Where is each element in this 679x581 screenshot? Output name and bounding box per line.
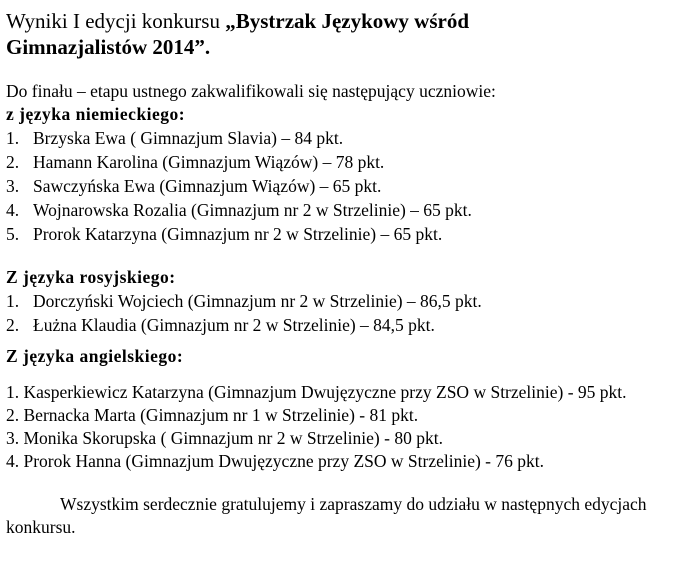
german-heading: z języka niemieckiego: — [6, 104, 186, 124]
title-contest-name-line1: „Bystrzak Językowy wśród — [225, 9, 470, 33]
document-title — [6, 8, 676, 60]
list-number: 2. — [6, 315, 20, 335]
list-item — [6, 150, 676, 174]
list-number: 1. — [6, 128, 20, 148]
title-contest-name-line2: Gimnazjalistów 2014 — [6, 35, 195, 59]
list-text: Brzyska Ewa ( Gimnazjum Slavia) – 84 pkt. — [33, 128, 344, 148]
list-number: 2. — [6, 152, 20, 172]
list-text: Wojnarowska Rozalia (Gimnazjum nr 2 w Strzelinie) – 65 pkt. — [33, 200, 472, 220]
title-prefix: Wyniki I edycji konkursu — [6, 9, 226, 33]
list-item — [6, 222, 676, 246]
german-list — [6, 126, 676, 246]
closing-text: Wszystkim serdecznie gratulujemy i zapraszamy do udziału w następnych edycjach konkursu. — [6, 494, 647, 537]
list-item — [6, 198, 676, 222]
document-page — [6, 8, 676, 539]
russian-list — [6, 289, 676, 337]
list-text: Łużna Klaudia (Gimnazjum nr 2 w Strzelinie) – 84,5 pkt. — [33, 315, 435, 335]
list-text: Hamann Karolina (Gimnazjum Wiązów) – 78 pkt. — [33, 152, 385, 172]
list-item: 3. Monika Skorupska ( Gimnazjum nr 2 w Strzelinie) - 80 pkt. — [6, 428, 443, 448]
title-suffix: ”. — [194, 35, 211, 59]
list-number: 3. — [6, 176, 20, 196]
list-text: Dorczyński Wojciech (Gimnazjum nr 2 w Strzelinie) – 86,5 pkt. — [33, 291, 482, 311]
spacer — [6, 368, 676, 381]
intro-text: Do finału – etapu ustnego zakwalifikowali się następujący uczniowie: — [6, 81, 496, 101]
list-item — [6, 174, 676, 198]
spacer — [6, 60, 676, 80]
list-text: Sawczyńska Ewa (Gimnazjum Wiązów) – 65 pkt. — [33, 176, 382, 196]
list-item — [6, 313, 676, 337]
russian-heading: Z języka rosyjskiego: — [6, 267, 176, 287]
list-item — [6, 289, 676, 313]
list-number: 1. — [6, 291, 20, 311]
english-heading: Z języka angielskiego: — [6, 346, 184, 366]
spacer — [6, 337, 676, 345]
list-item — [6, 126, 676, 150]
list-text: Prorok Katarzyna (Gimnazjum nr 2 w Strzelinie) – 65 pkt. — [33, 224, 443, 244]
list-item: 4. Prorok Hanna (Gimnazjum Dwujęzyczne przy ZSO w Strzelinie) - 76 pkt. — [6, 451, 544, 471]
english-list — [6, 381, 676, 473]
list-number: 4. — [6, 200, 20, 220]
list-item: 1. Kasperkiewicz Katarzyna (Gimnazjum Dwujęzyczne przy ZSO w Strzelinie) - 95 pkt. — [6, 382, 627, 402]
spacer — [6, 246, 676, 266]
list-number: 5. — [6, 224, 20, 244]
list-item: 2. Bernacka Marta (Gimnazjum nr 1 w Strzelinie) - 81 pkt. — [6, 405, 419, 425]
